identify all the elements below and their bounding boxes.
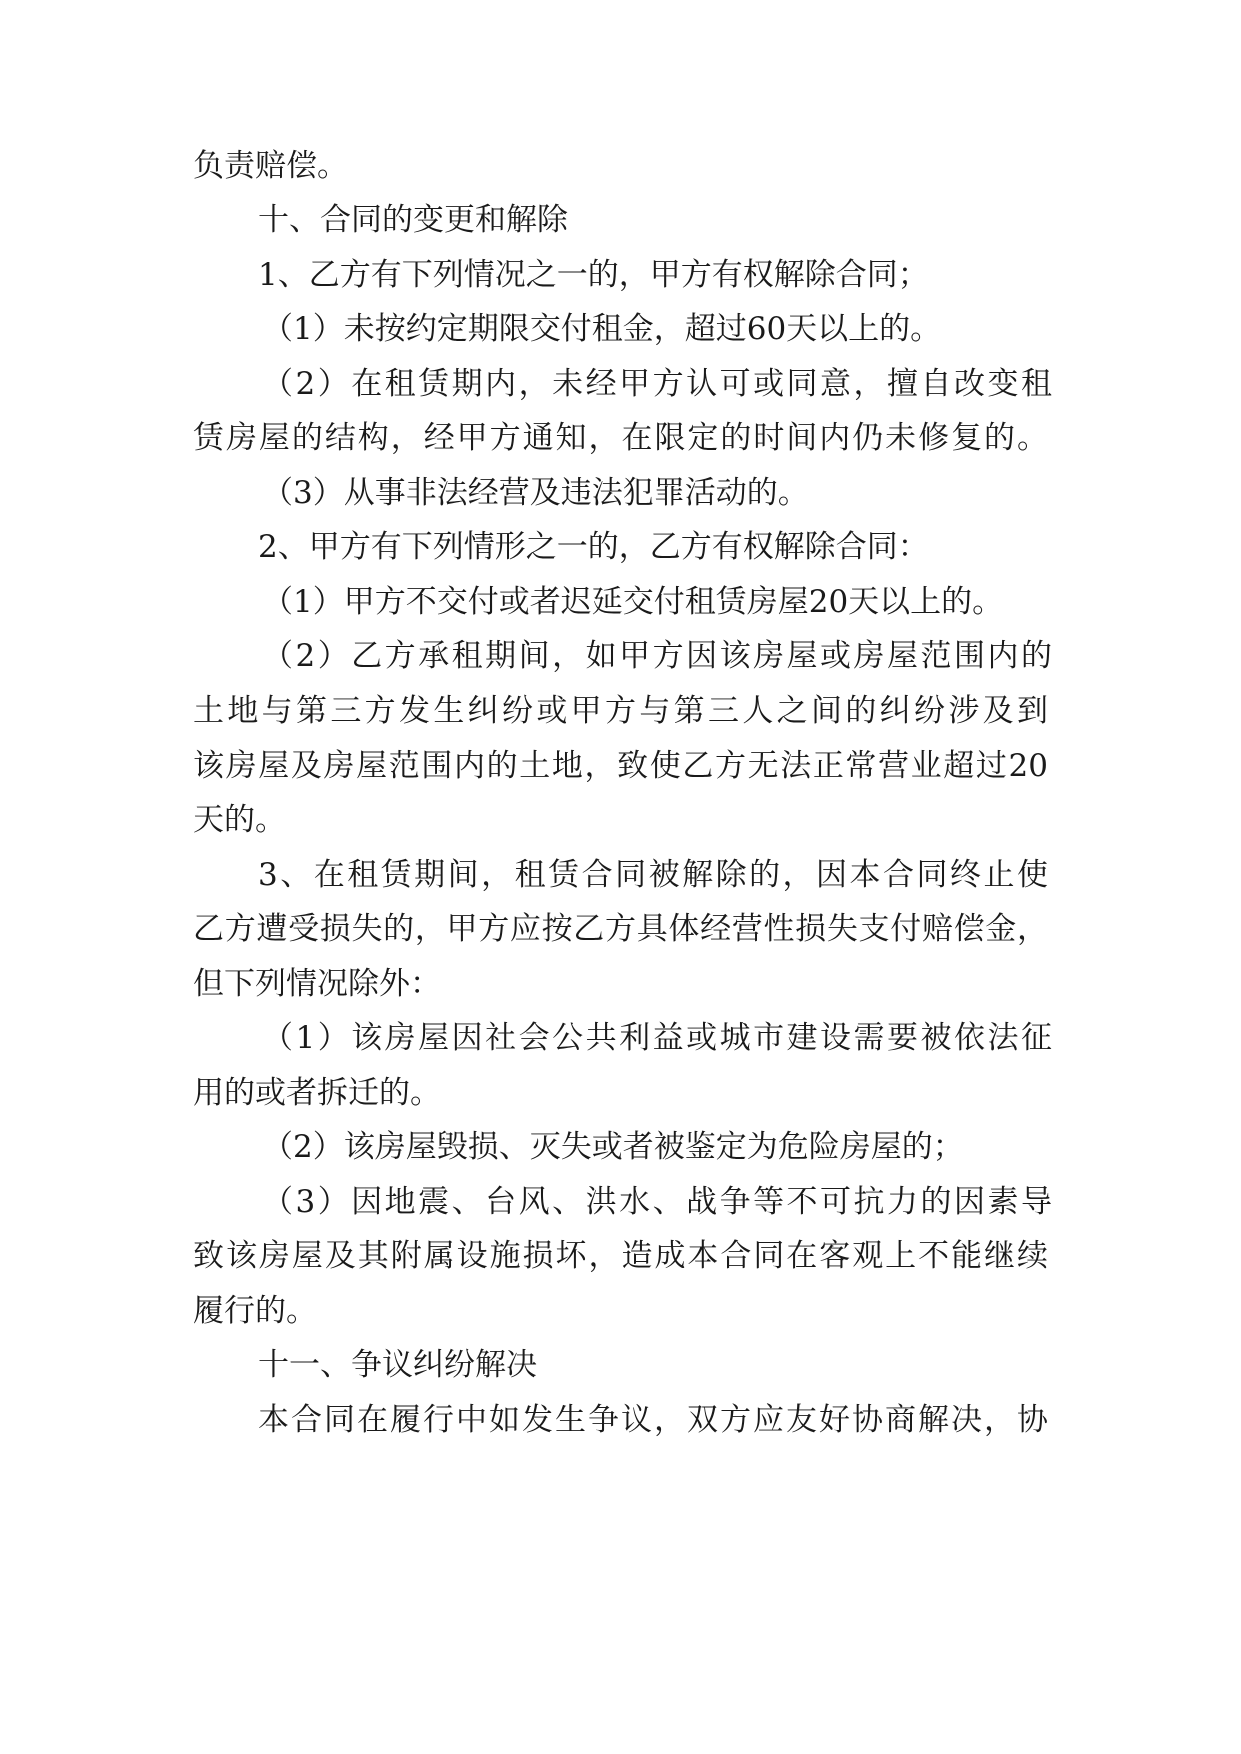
section-heading: 十一、争议纠纷解决 xyxy=(258,1347,537,1383)
text-line: 赁房屋的结构，经甲方通知，在限定的时间内仍未修复的。 xyxy=(193,420,1048,456)
text-line: 3、在租赁期间，租赁合同被解除的，因本合同终止使 xyxy=(258,857,1048,893)
text-line: 但下列情况除外： xyxy=(193,966,441,1002)
text-line: 致该房屋及其附属设施损坏，造成本合同在客观上不能继续 xyxy=(193,1238,1048,1274)
text-line: 履行的。 xyxy=(193,1293,317,1329)
section-heading: 十、合同的变更和解除 xyxy=(258,202,568,238)
text-line: （2）该房屋毁损、灭失或者被鉴定为危险房屋的； xyxy=(262,1129,964,1165)
text-line: （3）因地震、台风、洪水、战争等不可抗力的因素导 xyxy=(262,1184,1052,1220)
text-line: 土地与第三方发生纠纷或甲方与第三人之间的纠纷涉及到 xyxy=(193,693,1048,729)
text-line: 本合同在履行中如发生争议，双方应友好协商解决，协 xyxy=(258,1402,1048,1438)
text-line: （2）乙方承租期间，如甲方因该房屋或房屋范围内的 xyxy=(262,638,1052,674)
text-line: 负责赔偿。 xyxy=(193,148,348,184)
text-line: 用的或者拆迁的。 xyxy=(193,1075,441,1111)
text-line: 该房屋及房屋范围内的土地，致使乙方无法正常营业超过20 xyxy=(193,748,1048,784)
text-line: （2）在租赁期内，未经甲方认可或同意，擅自改变租 xyxy=(262,366,1052,402)
text-line: （1）该房屋因社会公共利益或城市建设需要被依法征 xyxy=(262,1020,1052,1056)
text-line: （1）未按约定期限交付租金，超过60天以上的。 xyxy=(262,311,942,347)
text-line: （1）甲方不交付或者迟延交付租赁房屋20天以上的。 xyxy=(262,584,1004,620)
text-line: （3）从事非法经营及违法犯罪活动的。 xyxy=(262,475,809,511)
text-line: 乙方遭受损失的，甲方应按乙方具体经营性损失支付赔偿金， xyxy=(193,911,1048,947)
text-line: 1、乙方有下列情况之一的，甲方有权解除合同； xyxy=(258,257,929,293)
text-line: 天的。 xyxy=(193,802,286,838)
text-line: 2、甲方有下列情形之一的，乙方有权解除合同： xyxy=(258,529,929,565)
